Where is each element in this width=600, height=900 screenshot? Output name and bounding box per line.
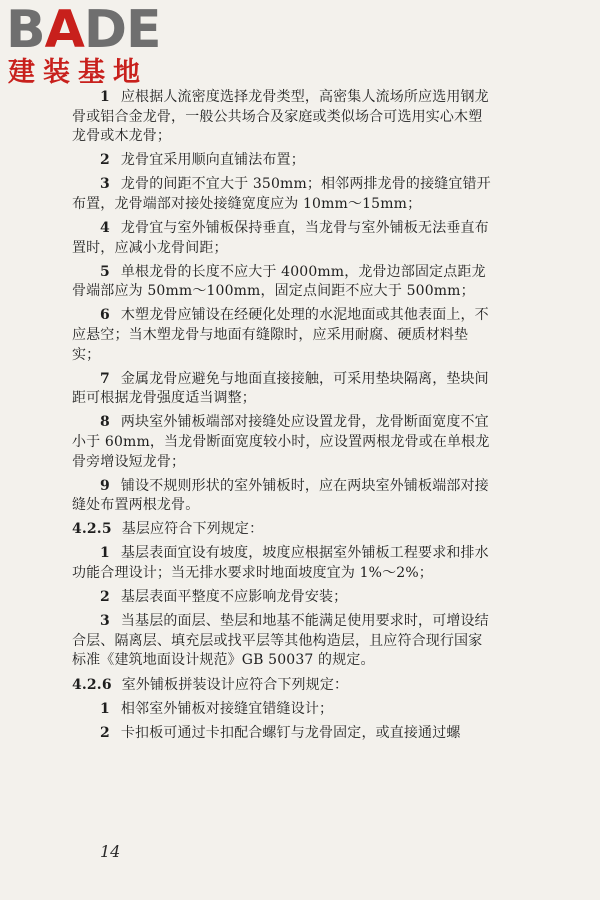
logo-latin-text bbox=[6, 2, 161, 58]
document-body bbox=[72, 88, 492, 748]
list-item: 8 两块室外铺板端部对接缝处应设置龙骨，龙骨断面宽度不宜小于 60mm，当龙骨断面宽度较小时，应设置两根龙骨或在单根龙骨旁增设短龙骨； bbox=[72, 414, 490, 470]
list-item: 2 龙骨宜采用顺向直铺法布置； bbox=[100, 152, 305, 169]
section-heading-4-2-5: 4.2.5 基层应符合下列规定： bbox=[72, 521, 264, 538]
list-item: 9 铺设不规则形状的室外铺板时，应在两块室外铺板端部对接缝处布置两根龙骨。 bbox=[72, 477, 489, 514]
list-item: 1 相邻室外铺板对接缝宜错缝设计； bbox=[100, 700, 334, 717]
list-item: 4 龙骨宜与室外铺板保持垂直，当龙骨与室外铺板无法垂直布置时，应减小龙骨间距； bbox=[72, 220, 489, 256]
logo-letters-de: DE bbox=[83, 0, 161, 60]
section-heading-4-2-6: 4.2.6 室外铺板拼装设计应符合下列规定： bbox=[72, 676, 349, 693]
list-item: 6 木塑龙骨应铺设在经硬化处理的水泥地面或其他表面上，不应悬空；当木塑龙骨与地面有缝隙时，应采用耐腐、硬质材料垫实； bbox=[72, 307, 489, 363]
list-item: 2 卡扣板可通过卡扣配合螺钉与龙骨固定，或直接通过螺 bbox=[100, 724, 461, 741]
list-item: 3 龙骨的间距不宜大于 350mm；相邻两排龙骨的接缝宜错开布置，龙骨端部对接处接缝宽度应为 10mm～15mm； bbox=[72, 176, 491, 212]
logo-cjk-text: 建装基地 bbox=[8, 57, 148, 88]
list-item: 7 金属龙骨应避免与地面直接接触，可采用垫块隔离，垫块间距可根据龙骨强度适当调整； bbox=[72, 370, 489, 407]
logo-letter-b: B bbox=[6, 0, 45, 60]
list-item: 1 基层表面宜设有坡度，坡度应根据室外铺板工程要求和排水功能合理设计；当无排水要求时地面坡度宜为 1%～2%； bbox=[72, 545, 489, 582]
list-item: 2 基层表面平整度不应影响龙骨安装； bbox=[100, 589, 348, 606]
list-item: 5 单根龙骨的长度不应大于 4000mm，龙骨边部固定点距龙骨端部应为 50mm～100mm，固定点间距不应大于 500mm； bbox=[72, 263, 486, 300]
list-item: 1 应根据人流密度选择龙骨类型，高密集人流场所应选用钢龙骨或铝合金龙骨，一般公共场合及家庭或类似场合可选用实心木塑龙骨或木龙骨； bbox=[72, 89, 489, 145]
list-item: 3 当基层的面层、垫层和地基不能满足使用要求时，可增设结合层、隔离层、填充层或找平层等其他构造层，且应符合现行国家标准《建筑地面设计规范》GB 50037 的规定。 bbox=[72, 613, 489, 669]
logo-letter-a: A bbox=[44, 0, 84, 60]
page-number: 14 bbox=[100, 842, 121, 861]
bade-logo bbox=[6, 2, 161, 88]
